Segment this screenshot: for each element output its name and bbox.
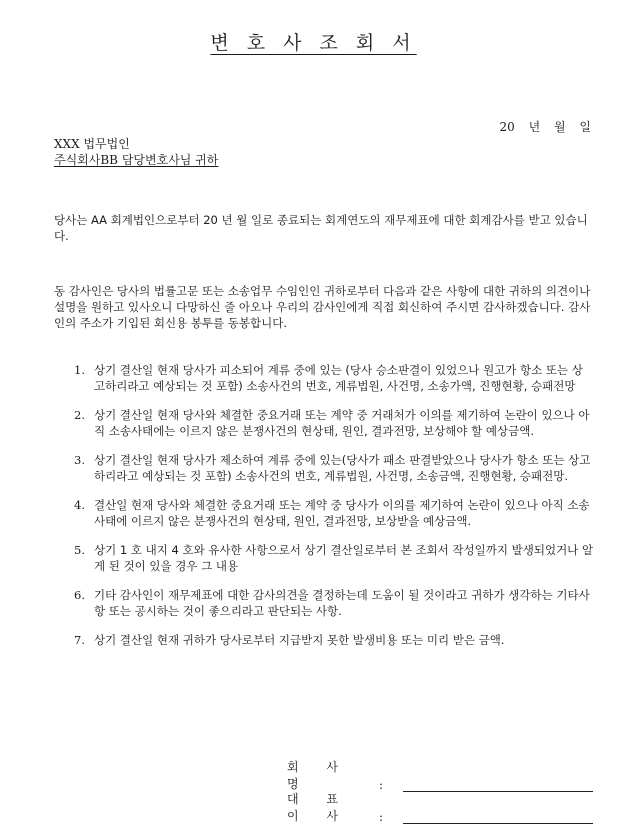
list-item-text: 상기 결산일 현재 당사가 피소되어 계류 중에 있는 (당사 승소판결이 있었으나 원고가 항소 또는 상고하리라고 예상되는 것 포함) 소송사건의 번호, 계류법원, 사건명, 소송가액, 진행현황, 승패전망 <box>94 363 583 393</box>
ceo-label: 대 표 이 사 <box>287 792 350 823</box>
list-item-text: 상기 1 호 내지 4 호와 유사한 사항으로서 상기 결산일로부터 본 조회서 작성일까지 발생되었거나 알게 된 것이 있을 경우 그 내용 <box>94 543 594 573</box>
list-item-text: 상기 결산일 현재 당사와 체결한 중요거래 또는 계약 중 거래처가 이의를 제기하여 논란이 있으나 아직 소송사태에는 이르지 않은 분쟁사건의 현상태, 원인, 결과전망, 보상해야 할 예상금액. <box>94 408 590 438</box>
ceo-signature-line[interactable] <box>403 811 593 824</box>
list-item-number: 3. <box>74 453 85 467</box>
inquiry-list <box>54 362 594 661</box>
recipient-addressee: 주식회사BB 담당변호사님 귀하 <box>54 153 219 167</box>
list-item <box>54 587 594 619</box>
list-item-text: 상기 결산일 현재 당사가 제소하여 계류 중에 있는(당사가 패소 판결받았으나 당사가 항소 또는 상고하리라고 예상되는 것 포함) 소송사건의 번호, 계류법원, 사건명, 소송금액, 진행현황, 승패전망. <box>94 453 591 483</box>
recipient-block <box>54 136 218 168</box>
date-line: 20 년 월 일 <box>499 120 591 134</box>
list-item-number: 2. <box>74 408 85 422</box>
list-item-number: 1. <box>74 363 85 377</box>
list-item <box>54 407 594 439</box>
list-item-text: 결산일 현재 당사와 체결한 중요거래 또는 계약 중 당사가 이의를 제기하여 논란이 있으나 아직 소송사태에 이르지 않은 분쟁사건의 현상태, 원인, 결과전망, 보상받을 예상금액. <box>94 498 590 528</box>
intro-paragraph: 당사는 AA 회계법인으로부터 20 년 월 일로 종료되는 회계연도의 재무제표에 대한 회계감사를 받고 있습니다. <box>54 213 588 243</box>
recipient-firm: XXX 법무법인 <box>54 137 130 151</box>
list-item-text: 기타 감사인이 재무제표에 대한 감사의견을 결정하는데 도움이 될 것이라고 귀하가 생각하는 기타사항 또는 공시하는 것이 좋으리라고 판단되는 사항. <box>94 588 590 618</box>
company-name-label: 회 사 명 <box>287 760 350 791</box>
list-item-number: 5. <box>74 543 85 557</box>
list-item <box>54 362 594 394</box>
signature-company-row <box>287 758 593 792</box>
colon: : <box>379 778 384 792</box>
list-item <box>54 632 594 648</box>
colon: : <box>379 810 384 824</box>
request-paragraph: 동 감사인은 당사의 법률고문 또는 소송업무 수임인인 귀하로부터 다음과 같은 사항에 대한 귀하의 의견이나 설명을 원하고 있사오니 다망하신 줄 아오나 우리의 감사인에게 직접 회신하여 주시면 감사하겠습니다. 감사인의 주소가 기입된 회신용 봉투를 동봉합니다. <box>54 284 591 330</box>
document-title: 변 호 사 조 회 서 <box>210 32 417 54</box>
list-item-number: 4. <box>74 498 85 512</box>
list-item-number: 6. <box>74 588 85 602</box>
signature-ceo-row <box>287 790 593 824</box>
list-item <box>54 497 594 529</box>
list-item-text: 상기 결산일 현재 귀하가 당사로부터 지급받지 못한 발생비용 또는 미리 받은 금액. <box>94 633 505 647</box>
list-item <box>54 452 594 484</box>
list-item-number: 7. <box>74 633 85 647</box>
list-item <box>54 542 594 574</box>
